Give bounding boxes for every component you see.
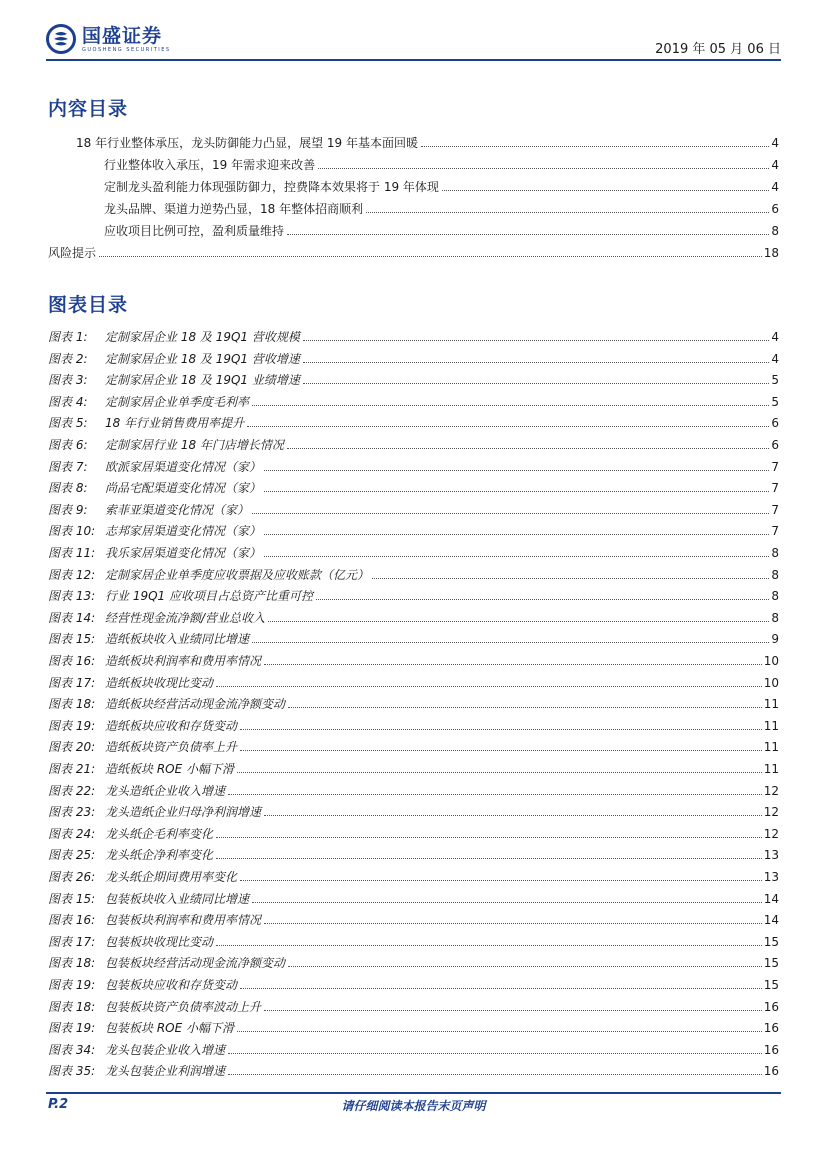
figure-entry-page: 7: [771, 481, 779, 496]
figure-entry[interactable]: [48, 799, 779, 819]
figure-entry[interactable]: [48, 562, 779, 582]
figure-entry[interactable]: [48, 734, 779, 754]
figure-entry-label: 图表 18:: [48, 999, 96, 1014]
figure-entry-page: 5: [771, 373, 779, 388]
figure-entry-page: 11: [763, 740, 779, 755]
figure-entry-title: 定制家居行业 18 年门店增长情况: [105, 438, 284, 452]
figure-entry-page: 8: [771, 567, 779, 582]
figure-entry-title: 龙头包装企业收入增速: [105, 1042, 226, 1057]
figure-entry-page: 16: [763, 1021, 779, 1036]
figure-entry-title: 经营性现金流净额/营业总收入: [105, 610, 266, 625]
dot-leader: [240, 880, 762, 881]
figure-entry-label: 图表 9:: [48, 502, 88, 517]
figure-entry[interactable]: [48, 1058, 779, 1078]
toc-entry-page: 4: [771, 180, 779, 194]
figure-entry[interactable]: [48, 475, 779, 495]
dot-leader: [288, 707, 762, 708]
toc-entry-title: 18 年行业整体承压，龙头防御能力凸显，展望 19 年基本面回暖: [76, 136, 418, 150]
figure-entry[interactable]: [48, 670, 779, 690]
figure-entry-page: 15: [763, 956, 779, 971]
figure-entry[interactable]: [48, 864, 779, 884]
dot-leader: [252, 405, 769, 406]
toc-entry-page: 4: [771, 158, 779, 172]
dot-leader: [264, 664, 762, 665]
figure-entry-title: 定制家居企业 18 及 19Q1 营收规模: [105, 330, 300, 344]
toc-entry[interactable]: [104, 218, 779, 238]
figure-entry-page: 8: [771, 546, 779, 560]
figure-entry[interactable]: [48, 518, 779, 538]
company-name-en: GUOSHENG SECURITIES: [82, 46, 171, 53]
figure-entry[interactable]: [48, 583, 779, 603]
figure-entry[interactable]: [48, 691, 779, 711]
figure-entry-title: 龙头纸企净利率变化: [105, 848, 214, 863]
page-number: P.2: [48, 1097, 69, 1112]
figure-entry-title: 包装板块经营活动现金流净额变动: [105, 956, 286, 971]
figure-entry-label: 图表 2:: [48, 351, 88, 366]
figure-entry-page: 6: [771, 416, 779, 431]
figure-entry-label: 图表 26:: [48, 870, 96, 884]
dot-leader: [228, 1074, 762, 1075]
figure-entry-title: 志邦家居渠道变化情况（家）: [105, 524, 262, 539]
figure-entry[interactable]: [48, 454, 779, 474]
figure-entry-page: 7: [771, 459, 779, 474]
dot-leader: [252, 513, 769, 514]
figure-entry-title: 造纸板块资产负债率上升: [105, 740, 238, 755]
figure-entry-label: 图表 21:: [48, 762, 96, 776]
toc-entry[interactable]: [76, 130, 779, 150]
figure-entry-label: 图表 4:: [48, 394, 88, 409]
figure-entry[interactable]: [48, 994, 779, 1014]
figure-entry[interactable]: [48, 367, 779, 387]
dot-leader: [264, 491, 769, 492]
logo-mark-icon: [46, 24, 76, 54]
figure-entry-page: 11: [763, 762, 779, 776]
dot-leader: [264, 534, 769, 535]
figure-entry-title: 包装板块应收和存货变动: [105, 978, 238, 992]
figure-entry-label: 图表 17:: [48, 934, 96, 949]
figure-entry-title: 包装板块收现比变动: [105, 934, 214, 949]
figure-entry-title: 定制家居企业单季度应收票据及应收账款（亿元）: [105, 567, 370, 582]
figure-entry-title: 定制家居企业 18 及 19Q1 业绩增速: [105, 373, 300, 388]
dot-leader: [287, 234, 769, 235]
contents-title: 内容目录: [48, 98, 129, 120]
figure-entry-title: 包装板块 ROE 小幅下滑: [105, 1021, 234, 1036]
footer-rule: [46, 1092, 781, 1094]
figure-entry-page: 16: [763, 1064, 779, 1079]
figure-entry-label: 图表 18:: [48, 697, 96, 712]
figure-entry-label: 图表 17:: [48, 675, 96, 690]
figure-entry[interactable]: [48, 972, 779, 992]
dot-leader: [240, 729, 762, 730]
figure-entry-page: 15: [763, 934, 779, 949]
figure-entry-label: 图表 35:: [48, 1064, 96, 1079]
dot-leader: [228, 794, 762, 795]
figure-entry-label: 图表 23:: [48, 805, 96, 820]
dot-leader: [99, 256, 762, 257]
toc-entry-title: 行业整体收入承压，19 年需求迎来改善: [104, 158, 316, 172]
figure-entry[interactable]: [48, 410, 779, 430]
figure-entry[interactable]: [48, 778, 779, 798]
figure-entry-page: 13: [763, 848, 779, 863]
figure-entry-label: 图表 24:: [48, 826, 96, 841]
figure-entry[interactable]: [48, 907, 779, 927]
dot-leader: [252, 902, 762, 903]
figure-entry-page: 16: [763, 1042, 779, 1057]
dot-leader: [366, 212, 769, 213]
figure-entry[interactable]: [48, 540, 779, 560]
figure-entry-label: 图表 20:: [48, 740, 96, 755]
figure-entry-title: 定制家居企业单季度毛利率: [105, 394, 250, 409]
figure-entry[interactable]: [48, 1015, 779, 1035]
figure-entry-label: 图表 3:: [48, 373, 88, 388]
dot-leader: [264, 923, 762, 924]
dot-leader: [316, 599, 769, 600]
figure-entry-page: 6: [771, 438, 779, 452]
figure-entry-title: 行业 19Q1 应收项目占总资产比重可控: [105, 589, 313, 604]
figure-entry-label: 图表 7:: [48, 459, 88, 474]
figure-entry-title: 定制家居企业 18 及 19Q1 营收增速: [105, 351, 300, 366]
figure-entry-label: 图表 1:: [48, 330, 88, 344]
toc-entry-title: 风险提示: [48, 246, 97, 260]
figure-entry-label: 图表 19:: [48, 1021, 96, 1036]
dot-leader: [216, 686, 762, 687]
toc-entry-title: 定制龙头盈利能力体现强防御力，控费降本效果将于 19 年体现: [104, 180, 439, 194]
dot-leader: [216, 837, 762, 838]
toc-entry-page: 6: [771, 202, 779, 216]
figure-entry-label: 图表 14:: [48, 610, 96, 625]
figure-entry-title: 我乐家居渠道变化情况（家）: [105, 546, 262, 560]
report-date: 2019 年 05 月 06 日: [655, 42, 781, 57]
dot-leader: [303, 383, 769, 384]
dot-leader: [216, 858, 762, 859]
figure-entry-page: 9: [771, 632, 779, 647]
figure-entry-page: 16: [763, 999, 779, 1014]
figure-entry-title: 龙头包装企业利润增速: [105, 1064, 226, 1079]
figure-entry-title: 尚品宅配渠道变化情况（家）: [105, 481, 262, 496]
figure-entry-title: 龙头纸企毛利率变化: [105, 826, 214, 841]
figure-entry-page: 11: [763, 697, 779, 712]
dot-leader: [237, 772, 762, 773]
dot-leader: [240, 988, 762, 989]
figure-entry-title: 龙头造纸企业收入增速: [105, 783, 226, 798]
figure-entry[interactable]: [48, 821, 779, 841]
figure-entry-page: 14: [763, 913, 779, 928]
figure-entry-page: 7: [771, 524, 779, 539]
toc-entry-title: 应收项目比例可控，盈利质量维持: [104, 224, 285, 238]
figure-entry-title: 索菲亚渠道变化情况（家）: [105, 502, 250, 517]
figure-entry-page: 12: [763, 826, 779, 841]
figure-entry-page: 10: [763, 654, 779, 668]
dot-leader: [442, 190, 769, 191]
figure-entry[interactable]: [48, 648, 779, 668]
figure-entry-title: 欧派家居渠道变化情况（家）: [105, 459, 262, 474]
figure-entry-label: 图表 34:: [48, 1042, 96, 1057]
figure-entry[interactable]: [48, 324, 779, 344]
figure-entry-page: 14: [763, 891, 779, 906]
toc-entry[interactable]: [48, 240, 779, 260]
figure-entry-page: 7: [771, 502, 779, 517]
dot-leader: [237, 1031, 762, 1032]
figure-entry-page: 4: [771, 351, 779, 366]
dot-leader: [303, 362, 769, 363]
figure-entry[interactable]: [48, 842, 779, 862]
figure-entry[interactable]: [48, 432, 779, 452]
figure-entry-page: 5: [771, 394, 779, 409]
dot-leader: [288, 966, 762, 967]
dot-leader: [264, 815, 762, 816]
figure-entry[interactable]: [48, 389, 779, 409]
toc-entry[interactable]: [104, 196, 779, 216]
figure-entry-label: 图表 10:: [48, 524, 96, 539]
figure-entry-title: 造纸板块应收和存货变动: [105, 718, 238, 733]
page-header: [46, 22, 781, 60]
figure-entry[interactable]: [48, 605, 779, 625]
figure-entry[interactable]: [48, 756, 779, 776]
toc-entry-page: 8: [771, 224, 779, 238]
figure-entry-label: 图表 6:: [48, 438, 88, 452]
figure-entry-label: 图表 11:: [48, 546, 96, 560]
figure-entry-label: 图表 5:: [48, 416, 88, 431]
dot-leader: [421, 146, 769, 147]
toc-entry-page: 18: [763, 246, 779, 260]
figure-entry-label: 图表 25:: [48, 848, 96, 863]
dot-leader: [252, 642, 769, 643]
toc-entry-page: 4: [771, 136, 779, 150]
company-logo: [46, 24, 171, 54]
figure-entry[interactable]: [48, 1037, 779, 1057]
dot-leader: [240, 750, 762, 751]
figure-entry-title: 造纸板块收现比变动: [105, 675, 214, 690]
figure-entry-page: 8: [771, 610, 779, 625]
figures-title: 图表目录: [48, 294, 129, 316]
figure-entry-label: 图表 19:: [48, 978, 96, 992]
disclaimer-note: 请仔细阅读本报告末页声明: [341, 1099, 486, 1113]
figure-entry-page: 10: [763, 675, 779, 690]
dot-leader: [264, 470, 769, 471]
dot-leader: [372, 578, 769, 579]
figure-entry-title: 包装板块收入业绩同比增速: [105, 891, 250, 906]
figure-entry-label: 图表 15:: [48, 632, 96, 647]
dot-leader: [247, 426, 769, 427]
figure-entry-page: 12: [763, 805, 779, 820]
figure-entry-page: 8: [771, 589, 779, 604]
dot-leader: [318, 168, 769, 169]
figure-entry-label: 图表 15:: [48, 891, 96, 906]
figure-entry-label: 图表 12:: [48, 567, 96, 582]
figure-entry-title: 龙头纸企期间费用率变化: [105, 870, 238, 884]
figure-entry[interactable]: [48, 929, 779, 949]
dot-leader: [264, 1010, 762, 1011]
figure-entry-title: 造纸板块经营活动现金流净额变动: [105, 697, 286, 712]
figure-entry-label: 图表 16:: [48, 654, 96, 668]
toc-entry[interactable]: [104, 174, 779, 194]
figure-entry[interactable]: [48, 950, 779, 970]
figure-entry-title: 龙头造纸企业归母净利润增速: [105, 805, 262, 820]
figure-entry[interactable]: [48, 713, 779, 733]
figure-entry-title: 造纸板块 ROE 小幅下滑: [105, 762, 234, 776]
figure-entry[interactable]: [48, 626, 779, 646]
dot-leader: [216, 945, 762, 946]
figure-entry[interactable]: [48, 497, 779, 517]
header-rule: [46, 59, 781, 61]
dot-leader: [268, 621, 769, 622]
figure-entry-title: 造纸板块利润率和费用率情况: [105, 654, 262, 668]
figure-entry[interactable]: [48, 886, 779, 906]
figure-entry-page: 11: [763, 718, 779, 733]
figure-entry-title: 造纸板块收入业绩同比增速: [105, 632, 250, 647]
figure-entry-page: 15: [763, 978, 779, 992]
figure-entry-title: 包装板块利润率和费用率情况: [105, 913, 262, 928]
figure-entry-label: 图表 13:: [48, 589, 96, 604]
figure-entry-title: 18 年行业销售费用率提升: [105, 416, 245, 431]
figure-entry-label: 图表 8:: [48, 481, 88, 496]
figure-entry[interactable]: [48, 346, 779, 366]
dot-leader: [303, 340, 769, 341]
figure-entry-title: 包装板块资产负债率波动上升: [105, 999, 262, 1014]
figure-entry-page: 4: [771, 330, 779, 344]
figure-entry-page: 13: [763, 870, 779, 884]
dot-leader: [264, 556, 769, 557]
figure-entry-page: 12: [763, 783, 779, 798]
figure-entry-label: 图表 19:: [48, 718, 96, 733]
figure-entry-label: 图表 18:: [48, 956, 96, 971]
toc-entry-title: 龙头品牌、渠道力逆势凸显，18 年整体招商顺利: [104, 202, 364, 216]
toc-entry[interactable]: [104, 152, 779, 172]
dot-leader: [287, 448, 769, 449]
dot-leader: [228, 1053, 762, 1054]
figure-entry-label: 图表 16:: [48, 913, 96, 928]
figure-entry-label: 图表 22:: [48, 783, 96, 798]
company-name: 国盛证券: [82, 24, 163, 47]
